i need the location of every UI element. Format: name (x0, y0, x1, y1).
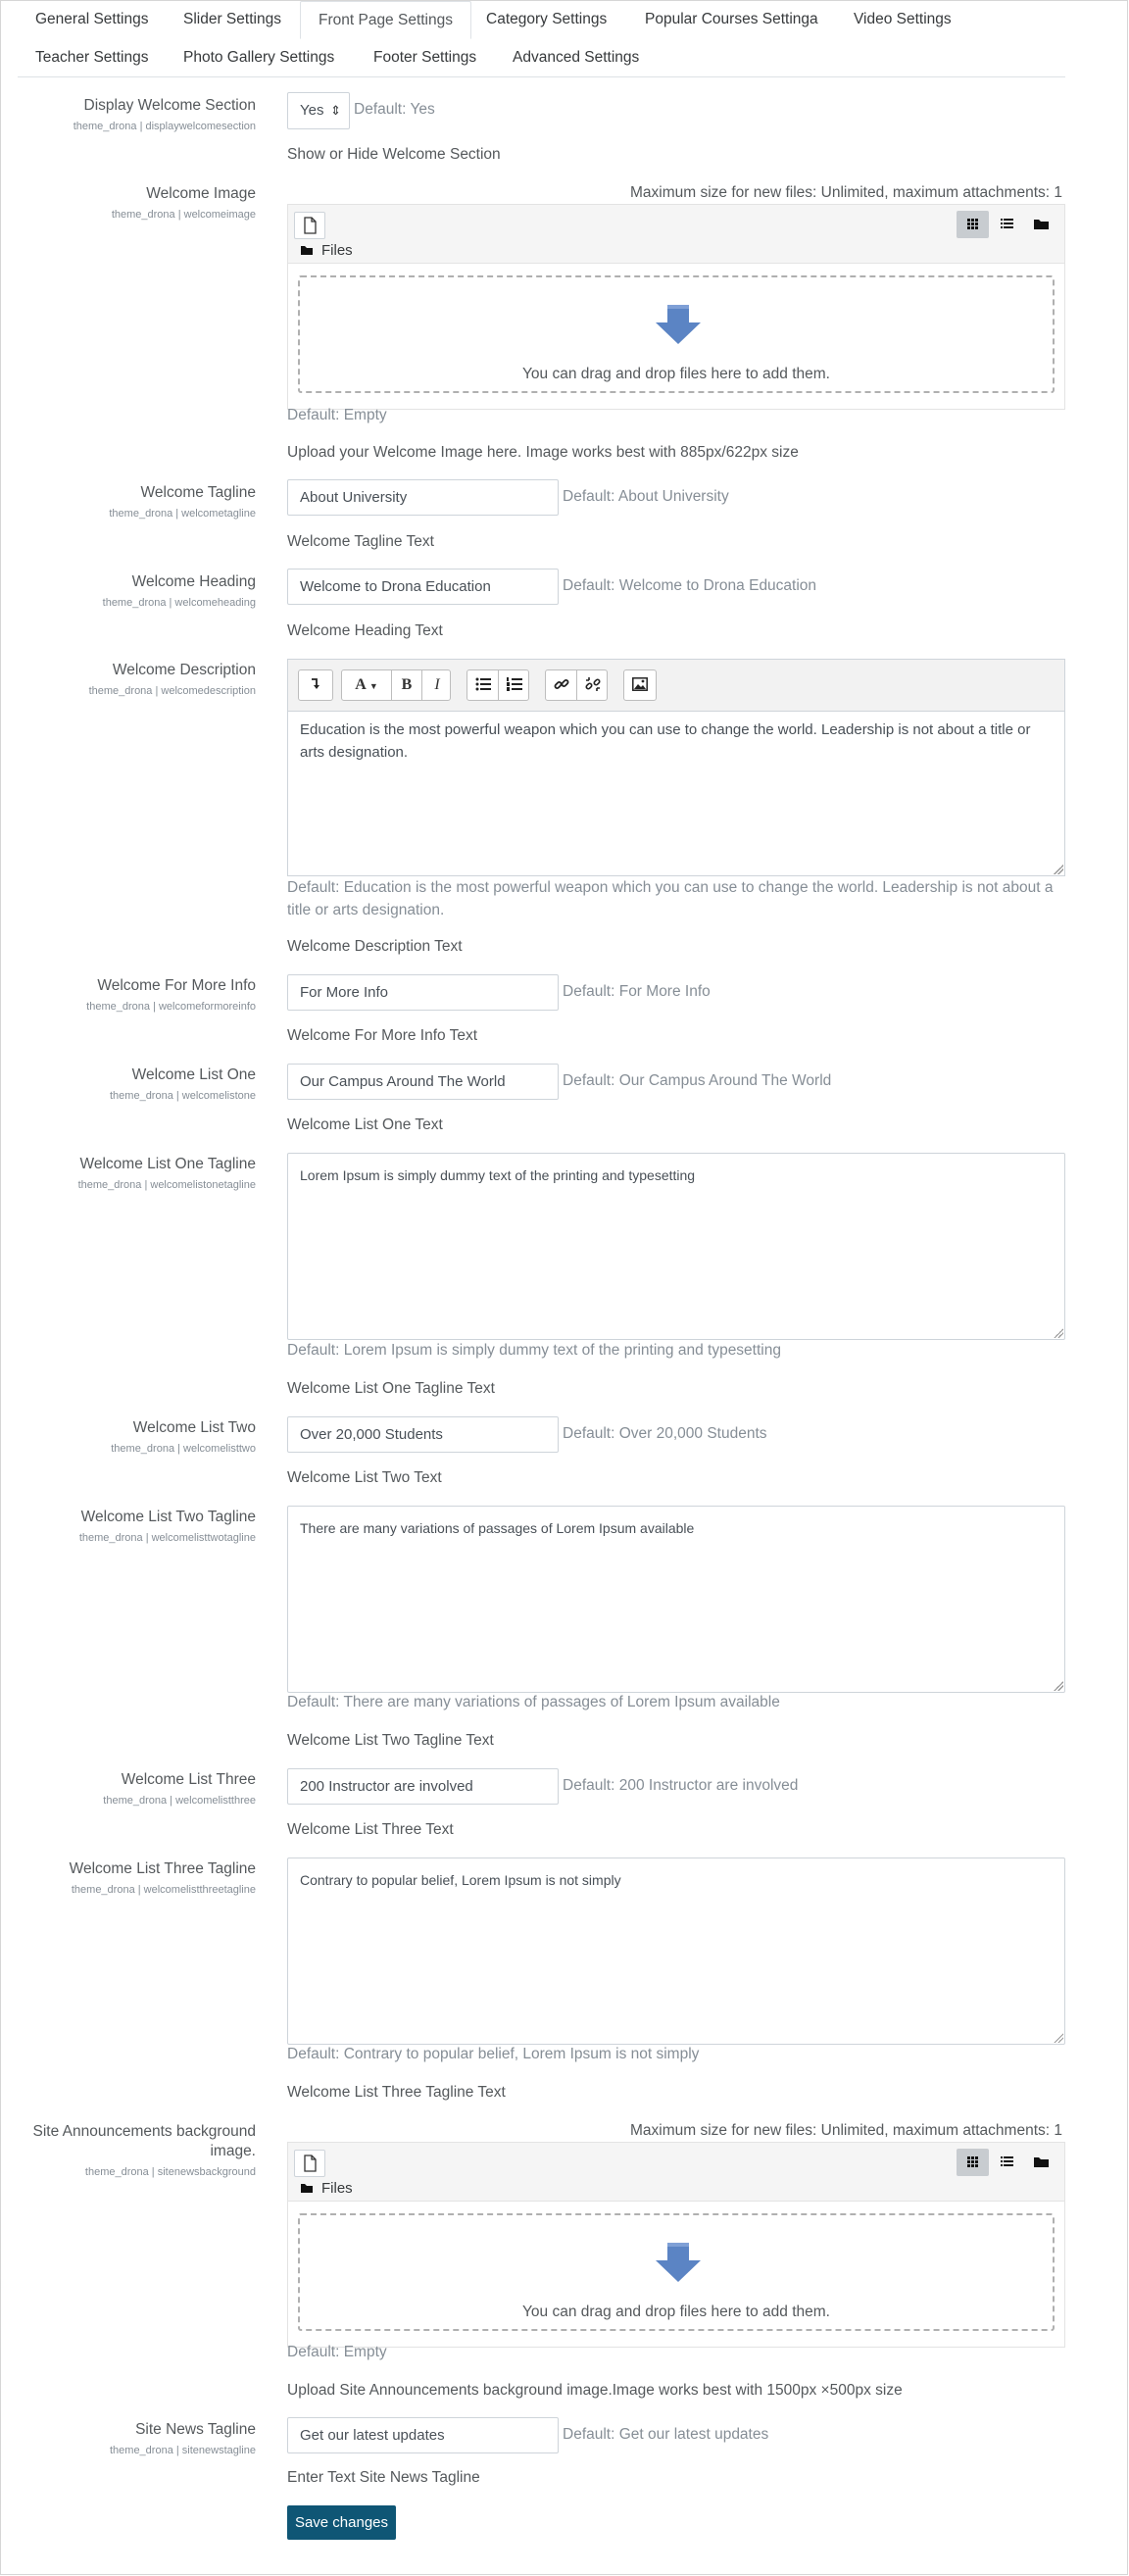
resize-handle-icon[interactable] (1054, 1681, 1063, 1691)
folder-view-icon[interactable] (1025, 2149, 1057, 2176)
toolbar-group-format (341, 669, 451, 701)
path-label[interactable]: Files (321, 2180, 353, 2197)
default-text: Default: Get our latest updates (563, 2426, 769, 2443)
add-file-button[interactable] (294, 212, 325, 239)
setting-description: Welcome List One Tagline Text (287, 1380, 495, 1397)
textarea-value: There are many variations of passages of Lorem Ipsum available (300, 1520, 695, 1536)
setting-description: Welcome Tagline Text (287, 533, 434, 550)
file-icon (295, 213, 324, 238)
default-text: Default: Our Campus Around The World (563, 1072, 832, 1089)
welcome-list-three-tagline-textarea[interactable] (287, 1858, 1065, 2045)
resize-handle-icon[interactable] (1054, 2033, 1063, 2043)
bold-icon[interactable]: B (401, 676, 413, 693)
setting-name: Welcome List Three Tagline (69, 1860, 256, 1877)
font-color-icon[interactable]: A ▼ (355, 676, 378, 693)
file-max-size-info: Maximum size for new files: Unlimited, maximum attachments: 1 (629, 2122, 1062, 2139)
setting-name: Welcome Heading (131, 573, 256, 590)
setting-key: theme_drona | welcomeimage (111, 209, 256, 221)
setting-label-site-news-bg (1, 2122, 256, 2180)
textarea-value: Contrary to popular belief, Lorem Ipsum is not simply (300, 1872, 621, 1888)
tab-footer-settings[interactable]: Footer Settings (373, 49, 477, 66)
setting-label-welcome-list-two-tagline (1, 1508, 256, 1546)
file-drop-zone[interactable] (298, 275, 1055, 393)
setting-key: theme_drona | welcomelistthreetagline (71, 1884, 256, 1896)
file-manager-welcome-image (287, 204, 1065, 410)
default-text: Default: Over 20,000 Students (563, 1425, 767, 1442)
file-max-size-info: Maximum size for new files: Unlimited, maximum attachments: 1 (629, 184, 1062, 201)
save-changes-button[interactable]: Save changes (287, 2505, 396, 2540)
file-drop-zone[interactable] (298, 2213, 1055, 2331)
setting-key: theme_drona | welcomelistthree (103, 1795, 256, 1807)
setting-key: theme_drona | welcometagline (109, 508, 256, 520)
welcome-list-two-input[interactable]: Over 20,000 Students (287, 1416, 559, 1453)
welcome-list-three-input[interactable]: 200 Instructor are involved (287, 1768, 559, 1805)
tab-popular-courses-settings[interactable]: Popular Courses Settinga (645, 11, 818, 27)
drop-text: You can drag and drop files here to add them. (522, 366, 830, 382)
default-text: Default: Welcome to Drona Education (563, 577, 817, 594)
setting-label-welcome-image (1, 184, 256, 223)
setting-label-welcome-list-three-tagline (1, 1859, 256, 1898)
setting-label-welcome-heading (1, 572, 256, 611)
resize-handle-icon[interactable] (1054, 865, 1063, 874)
view-switcher (957, 211, 1058, 238)
default-text: Default: About University (563, 488, 729, 505)
editor-content[interactable]: Education is the most powerful weapon which you can use to change the world. Leadership is not about a title or arts designation. (300, 721, 1031, 761)
list-view-icon[interactable] (991, 2149, 1023, 2176)
setting-label-display-welcome (1, 96, 256, 134)
folder-icon (300, 2182, 314, 2194)
file-path (300, 2180, 353, 2197)
tab-slider-settings[interactable]: Slider Settings (183, 11, 281, 27)
setting-name: Welcome Image (146, 185, 256, 202)
toolbar-group-links (545, 669, 608, 701)
setting-key: theme_drona | welcomeheading (102, 597, 256, 609)
setting-label-welcome-list-two (1, 1418, 256, 1457)
setting-key: theme_drona | welcomeformoreinfo (86, 1001, 256, 1013)
editor-toolbar (288, 660, 1064, 712)
settings-tabs (18, 1, 1065, 77)
setting-key: theme_drona | welcomelisttwotagline (78, 1532, 256, 1544)
folder-icon (300, 244, 314, 256)
setting-name: Welcome List Three (121, 1771, 256, 1788)
tab-photo-gallery-settings[interactable]: Photo Gallery Settings (183, 49, 335, 66)
italic-icon[interactable]: I (434, 676, 440, 693)
welcome-list-two-tagline-textarea[interactable] (287, 1506, 1065, 1693)
welcome-list-one-tagline-textarea[interactable] (287, 1153, 1065, 1340)
display-welcome-select[interactable] (287, 92, 350, 129)
drop-arrow-icon (654, 2243, 703, 2284)
default-text: Default: Lorem Ipsum is simply dummy text of the printing and typesetting (287, 1342, 781, 1359)
setting-label-welcome-list-one (1, 1065, 256, 1104)
setting-key: theme_drona | welcomedescription (88, 685, 256, 697)
file-icon (295, 2151, 324, 2176)
view-switcher (957, 2149, 1058, 2176)
setting-description: Welcome Description Text (287, 938, 463, 955)
default-text: Default: Yes (354, 101, 435, 118)
tab-category-settings[interactable]: Category Settings (486, 11, 608, 27)
setting-label-welcome-description (1, 661, 256, 699)
welcome-more-info-input[interactable]: For More Info (287, 974, 559, 1011)
select-arrows-icon: ⇕ (330, 103, 341, 118)
tab-teacher-settings[interactable]: Teacher Settings (35, 49, 149, 66)
welcome-list-one-input[interactable]: Our Campus Around The World (287, 1064, 559, 1100)
setting-description: Upload your Welcome Image here. Image works best with 885px/622px size (287, 444, 799, 461)
setting-name: Welcome List Two (132, 1419, 256, 1436)
setting-description: Welcome Heading Text (287, 622, 443, 639)
default-text: Default: Contrary to popular belief, Lorem Ipsum is not simply (287, 2046, 700, 2062)
select-value: Yes (300, 102, 324, 119)
path-label[interactable]: Files (321, 242, 353, 259)
default-text: Default: Education is the most powerful weapon which you can use to change the world. Leadership is not about a title or arts designation. (287, 879, 1054, 918)
setting-label-welcome-tagline (1, 483, 256, 521)
setting-description: Welcome List Three Text (287, 1821, 454, 1838)
setting-description: Welcome List Two Text (287, 1469, 442, 1486)
setting-name: Welcome List Two Tagline (80, 1509, 256, 1525)
add-file-button[interactable] (294, 2150, 325, 2177)
unordered-list-icon[interactable] (467, 670, 498, 700)
file-path (300, 242, 353, 259)
tab-video-settings[interactable]: Video Settings (854, 11, 952, 27)
welcome-heading-input[interactable]: Welcome to Drona Education (287, 569, 559, 605)
setting-name: Welcome For More Info (97, 977, 256, 994)
textarea-value: Lorem Ipsum is simply dummy text of the printing and typesetting (300, 1167, 696, 1183)
setting-name: Display Welcome Section (83, 97, 256, 114)
toolbar-group-collapse (298, 669, 333, 701)
tab-general-settings[interactable]: General Settings (35, 11, 149, 27)
setting-key: theme_drona | welcomelisttwo (111, 1443, 256, 1455)
setting-name: Welcome List One (131, 1066, 256, 1083)
default-text: Default: 200 Instructor are involved (563, 1777, 799, 1794)
file-manager-site-news-bg (287, 2142, 1065, 2348)
setting-description: Welcome List Two Tagline Text (287, 1732, 494, 1749)
welcome-tagline-input[interactable]: About University (287, 479, 559, 516)
link-icon[interactable] (546, 670, 576, 700)
setting-name: Welcome List One Tagline (79, 1156, 256, 1172)
setting-name: Site News Tagline (135, 2421, 256, 2438)
default-text: Default: Empty (287, 407, 387, 423)
resize-handle-icon[interactable] (1054, 1328, 1063, 1338)
grid-view-icon[interactable] (957, 211, 989, 238)
tab-advanced-settings[interactable]: Advanced Settings (513, 49, 640, 66)
file-manager-toolbar (288, 205, 1064, 264)
font-letter: A (355, 676, 367, 693)
setting-description: Welcome List Three Tagline Text (287, 2084, 506, 2101)
setting-key: theme_drona | displaywelcomesection (73, 121, 256, 132)
setting-description: Show or Hide Welcome Section (287, 146, 501, 163)
list-view-icon[interactable] (991, 211, 1023, 238)
grid-view-icon[interactable] (957, 2149, 989, 2176)
drop-arrow-icon (654, 305, 703, 346)
collapse-icon[interactable] (299, 670, 332, 700)
setting-label-site-news-tagline (1, 2420, 256, 2458)
file-manager-toolbar (288, 2143, 1064, 2202)
setting-key: theme_drona | welcomelistonetagline (77, 1179, 256, 1191)
drop-text: You can drag and drop files here to add them. (522, 2304, 830, 2320)
toolbar-group-media (623, 669, 657, 701)
setting-name: Welcome Description (112, 662, 256, 678)
toolbar-group-lists (466, 669, 529, 701)
setting-name: Welcome Tagline (140, 484, 256, 501)
setting-key: theme_drona | sitenewstagline (109, 2445, 256, 2456)
setting-name: Site Announcements background image. (32, 2123, 256, 2159)
default-text: Default: There are many variations of passages of Lorem Ipsum available (287, 1694, 780, 1710)
setting-key: theme_drona | sitenewsbackground (84, 2166, 256, 2178)
site-news-tagline-input[interactable]: Get our latest updates (287, 2417, 559, 2453)
unlink-icon[interactable] (577, 670, 608, 700)
setting-label-welcome-list-one-tagline (1, 1155, 256, 1193)
setting-description: Welcome List One Text (287, 1116, 443, 1133)
setting-description: Enter Text Site News Tagline (287, 2469, 480, 2486)
image-icon[interactable] (624, 670, 656, 700)
ordered-list-icon[interactable] (499, 670, 529, 700)
setting-label-welcome-more-info (1, 976, 256, 1015)
folder-view-icon[interactable] (1025, 211, 1057, 238)
setting-description: Upload Site Announcements background image.Image works best with 1500px ×500px size (287, 2382, 903, 2399)
default-text: Default: For More Info (563, 983, 711, 1000)
setting-label-welcome-list-three (1, 1770, 256, 1808)
setting-description: Welcome For More Info Text (287, 1027, 478, 1044)
welcome-description-editor (287, 659, 1065, 876)
setting-key: theme_drona | welcomelistone (110, 1090, 256, 1102)
default-text: Default: Empty (287, 2344, 387, 2360)
tab-front-page-settings[interactable]: Front Page Settings (300, 1, 471, 39)
